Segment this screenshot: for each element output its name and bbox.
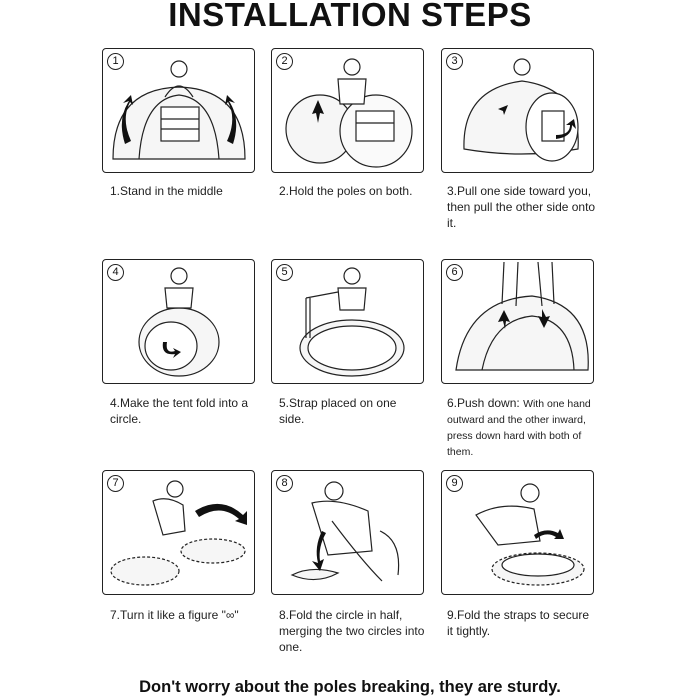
tent-illustration-icon [272,471,424,595]
step-3-caption [447,183,597,231]
step-6-caption [447,395,597,459]
step-3-illustration [441,48,594,173]
step-number-badge: 4 [107,264,124,281]
step-number-badge: 8 [276,475,293,492]
step-caption-text: 4.Make the tent fold into a circle. [110,396,249,426]
step-number-badge: 1 [107,53,124,70]
step-caption-text: 3.Pull one side toward you, then pull the other side onto it. [447,184,596,230]
tent-illustration-icon [272,260,424,384]
tent-illustration-icon [442,49,594,173]
step-9-caption [447,607,597,639]
step-number-badge: 6 [446,264,463,281]
step-7-illustration [102,470,255,595]
step-caption-text: 9.Fold the straps to secure it tightly. [447,608,590,638]
tent-illustration-icon [442,471,594,595]
step-8-illustration [271,470,424,595]
step-number-badge: 9 [446,475,463,492]
step-note-text: With one hand outward and the other inward, press down hard with both of them. [447,398,591,458]
step-9-illustration [441,470,594,595]
step-4-illustration [102,259,255,384]
page-title: INSTALLATION STEPS [168,0,532,33]
tent-illustration-icon [103,471,255,595]
step-6-illustration [441,259,594,384]
tent-illustration-icon [103,260,255,384]
step-2-caption [279,183,439,199]
step-caption-text: 8.Fold the circle in half, merging the two circles into one. [279,608,425,654]
step-caption-text: 5.Strap placed on one side. [279,396,397,426]
step-8-caption [279,607,429,655]
tent-illustration-icon [272,49,424,173]
step-number-badge: 7 [107,475,124,492]
step-number-badge: 3 [446,53,463,70]
footer-note: Don't worry about the poles breaking, they are sturdy. [139,678,561,696]
step-5-illustration [271,259,424,384]
step-5-caption [279,395,419,427]
step-1-illustration [102,48,255,173]
step-1-caption [110,183,270,199]
step-4-caption [110,395,260,427]
step-caption-text: 7.Turn it like a figure "∞" [110,608,239,622]
tent-illustration-icon [103,49,255,173]
step-7-caption [110,607,270,623]
tent-illustration-icon [442,260,594,384]
step-number-badge: 2 [276,53,293,70]
step-2-illustration [271,48,424,173]
step-caption-text: 2.Hold the poles on both. [279,184,413,198]
step-number-badge: 5 [276,264,293,281]
step-caption-text: 1.Stand in the middle [110,184,223,198]
step-caption-text: 6.Push down: [447,396,520,410]
